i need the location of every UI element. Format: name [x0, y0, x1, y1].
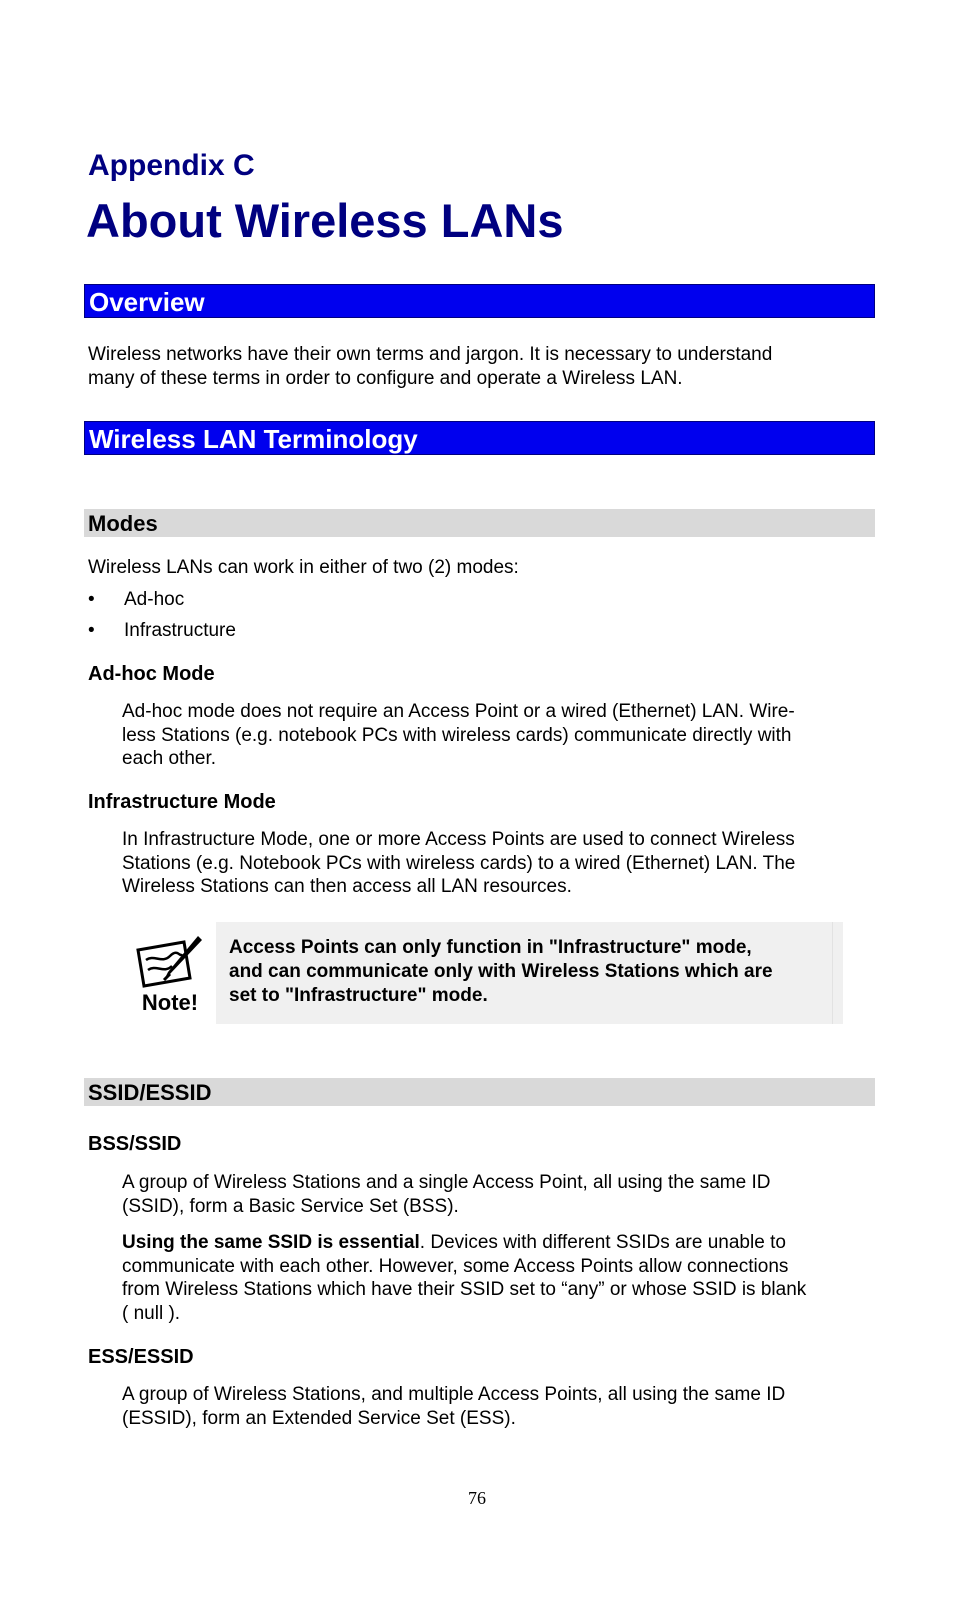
note-pen-icon: [126, 934, 208, 1016]
text-line: each other.: [122, 748, 217, 769]
text-line: less Stations (e.g. notebook PCs with wireless cards) communicate directly with: [122, 724, 792, 746]
appendix-label: Appendix C: [88, 149, 255, 182]
text-line: Stations (e.g. Notebook PCs with wireless cards) to a wired (Ethernet) LAN. The: [122, 852, 796, 874]
section-bar-terminology: [84, 421, 875, 455]
text-line: ( null ).: [122, 1302, 181, 1324]
text-line: Ad-hoc mode does not require an Access Point or a wired (Ethernet) LAN. Wire-: [122, 701, 795, 722]
note-text: [229, 936, 829, 1008]
text-line: (SSID), form a Basic Service Set (BSS).: [122, 1195, 459, 1217]
section-heading-overview: Overview: [89, 287, 205, 317]
text-line: (ESSID), form an Extended Service Set (ESS).: [122, 1407, 516, 1429]
modes-intro: Wireless LANs can work in either of two (2) modes:: [88, 557, 519, 578]
text-line: A group of Wireless Stations and a single Access Point, all using the same ID: [122, 1172, 771, 1193]
subsection-heading-ssid: SSID/ESSID: [88, 1080, 212, 1105]
list-item-text: Ad-hoc: [124, 589, 185, 610]
text-line: from Wireless Stations which have their SSID set to “any” or whose SSID is blank: [122, 1279, 807, 1300]
text-line: Wireless networks have their own terms and jargon. It is necessary to understand: [88, 344, 773, 365]
text-line: Wireless Stations can then access all LAN resources.: [122, 876, 572, 897]
text-line: and can communicate only with Wireless Stations which are: [229, 961, 773, 982]
subheading-adhoc-mode: Ad-hoc Mode: [88, 663, 215, 685]
note-label: Note!: [141, 990, 199, 1015]
adhoc-paragraph: [122, 700, 795, 771]
subheading-ess-essid: ESS/ESSID: [88, 1346, 194, 1368]
text-line: [122, 1231, 806, 1255]
overview-paragraph: [88, 343, 772, 390]
subsection-bar-modes: [84, 509, 875, 537]
subheading-infrastructure-mode: Infrastructure Mode: [88, 791, 276, 813]
bullet-icon: •: [88, 620, 95, 641]
text-line: set to "Infrastructure" mode.: [229, 985, 488, 1006]
subsection-heading-modes: Modes: [88, 511, 158, 536]
text-line: A group of Wireless Stations, and multiple Access Points, all using the same ID: [122, 1384, 786, 1405]
bullet-icon: •: [88, 589, 95, 610]
subheading-bss-ssid: BSS/SSID: [88, 1133, 182, 1155]
text-line: In Infrastructure Mode, one or more Access Points are used to connect Wireless: [122, 829, 795, 850]
page-title: About Wireless LANs: [86, 194, 564, 247]
bss-paragraph: [122, 1171, 770, 1218]
text-line: many of these terms in order to configure and operate a Wireless LAN.: [88, 367, 683, 389]
infrastructure-paragraph: [122, 828, 795, 899]
text-fragment: . Devices with different SSIDs are unable to: [419, 1232, 786, 1253]
page-number: 76: [468, 1488, 486, 1508]
note-icon: [126, 934, 208, 1016]
subsection-bar-ssid: [84, 1078, 875, 1106]
bss-paragraph-2: [122, 1231, 806, 1325]
emphasis-text: Using the same SSID is essential: [122, 1232, 420, 1253]
section-bar-overview: [84, 284, 875, 318]
list-item-text: Infrastructure: [124, 620, 236, 641]
ess-paragraph: [122, 1383, 785, 1430]
section-heading-terminology: Wireless LAN Terminology: [89, 424, 418, 454]
text-line: Access Points can only function in "Infrastructure" mode,: [229, 937, 752, 958]
text-line: communicate with each other. However, some Access Points allow connections: [122, 1255, 789, 1277]
